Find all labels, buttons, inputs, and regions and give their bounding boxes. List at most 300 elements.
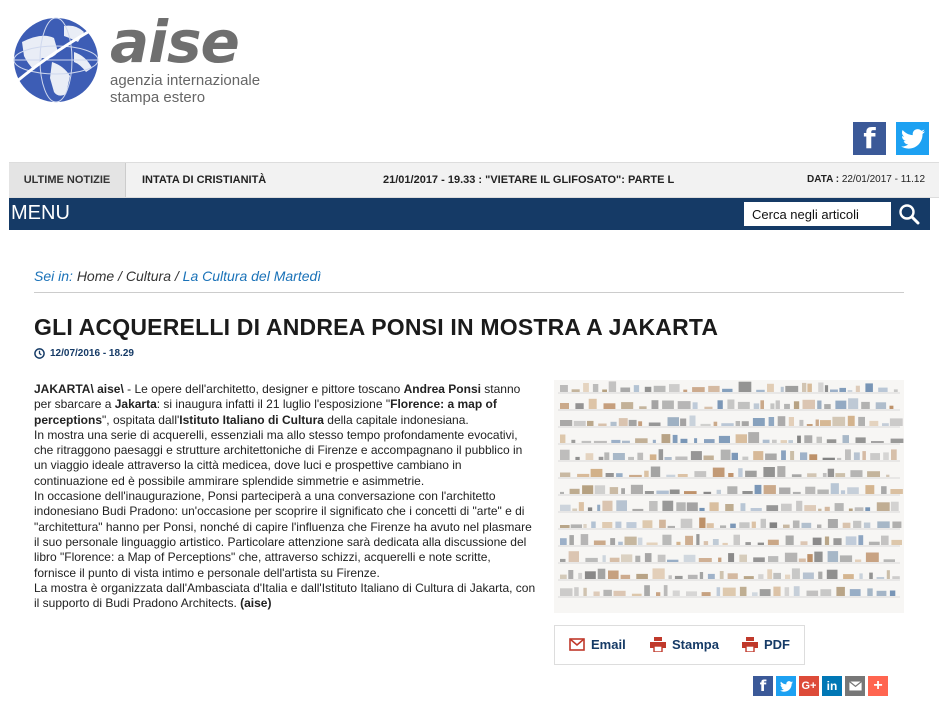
menu-toggle[interactable]: MENU (11, 202, 70, 224)
date-value: 22/01/2017 - 11.12 (841, 174, 926, 185)
sketch-stroke (638, 421, 642, 426)
sketch-stroke (856, 386, 860, 392)
sketch-stroke (611, 440, 620, 443)
sketch-stroke (767, 384, 774, 392)
sketch-stroke (890, 591, 895, 597)
sketch-stroke (704, 439, 715, 443)
sketch-stroke (890, 489, 903, 494)
sketch-stroke (611, 422, 617, 426)
sketch-stroke (578, 573, 582, 579)
facebook-icon[interactable]: f (853, 122, 886, 155)
ticker-item[interactable]: INTATA DI CRISTIANITÀ (142, 174, 267, 186)
breadcrumb-separator: / (114, 268, 126, 284)
sketch-stroke (835, 473, 845, 477)
sketch-stroke (560, 525, 570, 528)
sketch-stroke (748, 432, 759, 443)
sketch-stroke (817, 401, 821, 410)
sketch-stroke (890, 406, 894, 409)
sketch-stroke (740, 587, 747, 596)
sketch-stroke (560, 420, 572, 426)
sketch-stroke (770, 403, 774, 409)
sketch-stroke (848, 416, 855, 426)
sketch-stroke (769, 417, 775, 426)
sketch-stroke (768, 556, 778, 562)
sketch-stroke (615, 522, 621, 528)
sketch-stroke (610, 487, 618, 494)
breadcrumb-subsection[interactable]: La Cultura del Martedì (182, 268, 322, 284)
dateline: JAKARTA\ aise\ (34, 382, 124, 396)
sketch-stroke (804, 435, 812, 443)
sketch-stroke (692, 387, 705, 392)
sketch-stroke (799, 559, 806, 563)
sketch-stroke (818, 383, 823, 393)
sketch-stroke (809, 454, 817, 460)
text-run: La mostra è organizzata dall'Ambasciata d'Italia e dall'Istituto Italiano di Cultura di Jakarta, con il supporto di Budi Pradono Architects. (34, 580, 536, 611)
sketch-stroke (635, 556, 640, 562)
sketch-stroke (635, 438, 648, 443)
sketch-stroke (845, 449, 851, 460)
sketch-stroke (728, 553, 734, 562)
sketch-stroke (894, 389, 898, 392)
logo-wordmark: aise (110, 8, 239, 76)
sketch-stroke (610, 558, 620, 562)
sketch-stroke (639, 406, 646, 409)
sketch-stroke (739, 522, 749, 528)
sketch-stroke (659, 449, 664, 460)
sketch-stroke (680, 419, 686, 427)
sketch-stroke (722, 389, 732, 392)
sketch-stroke (667, 560, 678, 562)
sketch-stroke (643, 520, 653, 528)
globe-icon (12, 12, 104, 108)
text-bold: Andrea Ponsi (403, 382, 481, 396)
sketch-stroke (790, 451, 794, 460)
sketch-stroke (773, 573, 781, 579)
sketch-stroke (632, 594, 642, 596)
sketch-stroke (776, 400, 780, 409)
sketch-stroke (721, 450, 731, 460)
pdf-label: PDF (764, 637, 790, 652)
sketch-stroke (718, 400, 723, 409)
sketch-stroke (778, 416, 786, 426)
sketch-stroke (836, 587, 845, 596)
sketch-stroke (739, 382, 752, 392)
text-run: : si inaugura infatti il 21 luglio l'esposizione " (156, 397, 391, 412)
sketch-stroke (707, 523, 714, 528)
sketch-stroke (751, 508, 762, 511)
sketch-stroke (884, 559, 895, 562)
sketch-stroke (720, 571, 724, 579)
sketch-stroke (684, 491, 697, 494)
text-run: stanno per sbarcare a (34, 382, 521, 412)
sketch-stroke (828, 519, 838, 528)
sketch-stroke (858, 417, 865, 426)
sketch-stroke (666, 475, 675, 477)
sketch-stroke (794, 401, 799, 409)
sketch-stroke (708, 574, 715, 579)
sketch-stroke (794, 586, 800, 596)
sketch-stroke (758, 574, 763, 579)
sketch-stroke (577, 474, 589, 477)
more-icon[interactable]: + (868, 676, 888, 696)
sketch-stroke (861, 402, 870, 409)
sketch-stroke (817, 525, 821, 529)
sketch-stroke (619, 418, 628, 426)
sketch-stroke (818, 572, 822, 579)
sketch-stroke (602, 390, 607, 393)
sketch-stroke (763, 467, 775, 477)
breadcrumb-home[interactable]: Home (76, 268, 115, 284)
sketch-stroke (881, 536, 889, 545)
sketch-stroke (869, 542, 880, 545)
sketch-stroke (772, 440, 777, 443)
sketch-stroke (835, 401, 846, 409)
sketch-stroke (820, 420, 831, 426)
sketch-stroke (656, 592, 660, 596)
sketch-stroke (620, 388, 630, 393)
sketch-stroke (781, 504, 792, 511)
email-button[interactable] (569, 637, 626, 652)
sketch-stroke (781, 450, 786, 460)
article-title: GLI ACQUERELLI DI ANDREA PONSI IN MOSTRA A JAKARTA (34, 314, 719, 340)
sketch-stroke (690, 416, 696, 427)
sketch-stroke (634, 385, 639, 392)
sketch-stroke (694, 438, 697, 443)
sketch-stroke (606, 473, 614, 477)
sketch-stroke (869, 421, 878, 426)
sketch-stroke (756, 390, 765, 392)
sketch-stroke (560, 473, 570, 478)
sketch-stroke (626, 522, 636, 528)
article-card (19, 238, 919, 711)
sketch-stroke (602, 522, 612, 528)
sketch-stroke (840, 555, 852, 562)
sketch-stroke (659, 520, 666, 528)
sketch-stroke (593, 384, 598, 392)
sketch-stroke (843, 435, 850, 443)
sketch-stroke (807, 554, 812, 562)
sketch-stroke (843, 574, 854, 579)
sketch-stroke (728, 573, 738, 579)
sketch-stroke (867, 471, 880, 477)
sketch-stroke (802, 383, 806, 392)
google-plus-icon[interactable]: G+ (799, 676, 819, 696)
sketch-stroke (742, 421, 749, 426)
sketch-stroke (693, 402, 698, 409)
sketch-stroke (847, 487, 859, 494)
sketch-stroke (784, 404, 790, 409)
site-logo[interactable] (12, 10, 272, 110)
sketch-stroke (736, 434, 747, 443)
signoff: (aise) (240, 596, 272, 611)
sketch-stroke (618, 542, 623, 545)
sketch-stroke (846, 536, 857, 545)
sketch-stroke (586, 453, 594, 460)
sketch-stroke (876, 402, 886, 409)
facebook-icon[interactable]: f (753, 676, 773, 696)
sketch-stroke (752, 592, 758, 596)
sketch-stroke (681, 519, 693, 528)
sketch-stroke (699, 508, 704, 511)
sketch-stroke (807, 384, 812, 392)
sketch-stroke (675, 576, 683, 579)
sketch-stroke (587, 421, 594, 426)
article-image[interactable] (554, 380, 904, 613)
sketch-stroke (849, 509, 853, 512)
date-label: DATA : (807, 174, 840, 185)
sketch-stroke (891, 502, 899, 511)
article-meta (34, 348, 134, 359)
sketch-stroke (865, 383, 873, 392)
sketch-stroke (574, 587, 579, 596)
sketch-stroke (781, 440, 787, 443)
sketch-stroke (597, 505, 600, 511)
sketch-stroke (841, 490, 845, 494)
sketch-stroke (730, 524, 736, 528)
sketch-stroke (637, 453, 643, 460)
sketch-stroke (720, 525, 726, 528)
sketch-stroke (608, 571, 619, 580)
sketch-stroke (859, 573, 862, 579)
sketch-stroke (653, 568, 665, 579)
sketch-stroke (621, 402, 633, 409)
sketch-stroke (877, 521, 889, 528)
sketch-stroke (760, 400, 764, 409)
sketch-stroke (582, 441, 592, 443)
sketch-stroke (582, 485, 593, 494)
printer-icon (650, 637, 666, 652)
sketch-stroke (777, 466, 785, 477)
sketch-stroke (877, 502, 890, 511)
sketch-stroke (668, 417, 680, 426)
sketch-stroke (799, 420, 803, 426)
sketch-stroke (727, 486, 737, 494)
sketch-stroke (817, 437, 823, 443)
sketch-stroke (827, 439, 837, 443)
sketch-stroke (579, 502, 584, 511)
sketch-stroke (595, 485, 605, 494)
sketch-stroke (781, 387, 784, 392)
sketch-stroke (858, 535, 863, 545)
sketch-stroke (560, 450, 570, 460)
sketch-stroke (673, 591, 680, 597)
sketch-stroke (575, 403, 583, 409)
sketch-stroke (681, 439, 688, 443)
sketch-stroke (824, 404, 831, 409)
sketch-stroke (574, 421, 586, 426)
share-bar (753, 676, 888, 696)
sketch-stroke (807, 591, 819, 596)
sketch-stroke (856, 437, 866, 443)
twitter-icon[interactable] (896, 122, 929, 155)
sketch-stroke (823, 473, 827, 477)
sketch-stroke (855, 560, 861, 563)
sketch-stroke (717, 587, 721, 596)
sketch-stroke (614, 591, 626, 596)
sketch-stroke (713, 539, 719, 545)
sketch-stroke (610, 538, 615, 545)
sketch-stroke (632, 509, 643, 511)
sketch-stroke (662, 535, 671, 545)
sketch-stroke (738, 402, 750, 409)
sketch-stroke (723, 543, 728, 545)
sketch-stroke (882, 423, 889, 426)
sketch-stroke (866, 553, 879, 563)
sketch-stroke (804, 505, 816, 511)
sketch-stroke (628, 457, 634, 460)
pdf-button[interactable] (742, 637, 790, 652)
sketch-stroke (891, 439, 904, 443)
sketch-stroke (616, 473, 623, 477)
search-input[interactable] (744, 202, 891, 226)
text-bold: Florence: a map of perceptions (34, 397, 497, 427)
sketch-stroke (658, 555, 666, 562)
sketch-stroke (560, 435, 565, 444)
sketch-stroke (594, 441, 607, 443)
sketch-stroke (827, 570, 838, 579)
sketch-stroke (686, 591, 697, 596)
sketch-stroke (891, 540, 902, 545)
sketch-stroke (783, 525, 790, 528)
sketch-stroke (603, 555, 606, 562)
sketch-stroke (598, 569, 606, 579)
sketch-stroke (848, 390, 853, 392)
sketch-stroke (654, 386, 666, 392)
sketch-stroke (684, 555, 696, 562)
sketch-stroke (670, 490, 680, 495)
sketch-stroke (704, 541, 708, 545)
sketch-stroke (805, 487, 815, 494)
article-paragraph: In mostra una serie di acquerelli, essenziali ma allo stesso tempo profondamente evocativi, che ritraggono paesaggi e strutture architettoniche di Firenze e accompagnano il pubblico in un viaggio ideale attraverso la città medicea, dove luci e prospettive cambiano in continuazione ed è possibile ammirare splendide simmetrie e asimmetrie. (34, 427, 523, 488)
sketch-stroke (883, 452, 889, 460)
sketch-stroke (853, 521, 861, 528)
sketch-stroke (714, 422, 718, 426)
text-run: della capitale indonesiana. (323, 412, 469, 427)
text-bold: Jakarta (114, 397, 157, 412)
sketch-stroke (604, 452, 609, 460)
sketch-stroke (704, 407, 712, 409)
sketch-stroke (585, 558, 597, 562)
twitter-icon[interactable] (776, 676, 796, 696)
sketch-stroke (704, 456, 714, 461)
sketch-stroke (662, 401, 674, 410)
breadcrumb-prefix: Sei in: (34, 268, 73, 284)
sketch-stroke (825, 507, 830, 511)
main-navbar (9, 198, 930, 230)
ticker-item[interactable]: 21/01/2017 - 19.33 : "VIETARE IL GLIFOSATO": PARTE L (383, 174, 675, 186)
sketch-stroke (699, 558, 712, 562)
sketch-stroke (560, 492, 564, 494)
sketch-stroke (676, 502, 685, 511)
sketch-stroke (719, 436, 730, 443)
logo-tagline: agenzia internazionale (110, 72, 261, 89)
sketch-stroke (708, 386, 719, 392)
text-run: ", ospitata dall' (102, 412, 180, 427)
sketch-stroke (560, 575, 567, 579)
sketch-stroke (745, 542, 751, 545)
sketch-stroke (613, 453, 625, 460)
sketch-stroke (669, 384, 680, 392)
sketch-stroke (604, 403, 616, 409)
email-icon[interactable] (845, 676, 865, 696)
sketch-stroke (683, 390, 687, 392)
sketch-stroke (779, 488, 790, 495)
sketch-stroke (602, 501, 612, 511)
sketch-stroke (676, 542, 680, 545)
sketch-stroke (773, 587, 780, 596)
sketch-stroke (820, 589, 831, 596)
sketch-stroke (753, 418, 765, 426)
sketch-stroke (653, 440, 656, 443)
sketch-stroke (793, 521, 800, 529)
sketch-stroke (560, 559, 566, 562)
sketch-stroke (649, 423, 661, 427)
sketch-stroke (830, 390, 838, 393)
sketch-stroke (581, 534, 589, 545)
sketch-stroke (825, 385, 828, 392)
sketch-stroke (850, 589, 861, 596)
clock-icon (34, 348, 45, 359)
sketch-stroke (745, 471, 757, 477)
sketch-stroke (848, 398, 858, 409)
sketch-stroke (870, 453, 880, 460)
sketch-stroke (603, 590, 612, 596)
envelope-icon (569, 638, 585, 651)
sketch-stroke (754, 403, 760, 409)
sketch-stroke (833, 538, 841, 545)
sketch-stroke (662, 434, 671, 443)
sketch-stroke (864, 523, 870, 529)
sketch-stroke (796, 501, 802, 511)
sketch-stroke (865, 507, 870, 511)
sketch-stroke (651, 467, 660, 478)
sketch-stroke (583, 524, 586, 528)
sketch-stroke (585, 571, 596, 579)
sketch-stroke (831, 483, 839, 494)
sketch-stroke (755, 485, 762, 494)
sketch-stroke (621, 554, 632, 562)
article-datetime: 12/07/2016 - 18.29 (50, 348, 134, 359)
sketch-stroke (814, 552, 822, 562)
sketch-stroke (649, 501, 658, 511)
sketch-stroke (832, 417, 845, 426)
sketch-stroke (785, 587, 790, 596)
sketch-stroke (855, 507, 864, 511)
news-ticker (9, 162, 939, 198)
sketch-stroke (801, 541, 808, 545)
ticker-label: ULTIME NOTIZIE (9, 163, 126, 197)
search-icon[interactable] (898, 203, 920, 225)
sketch-stroke (721, 423, 733, 426)
sketch-stroke (867, 588, 872, 596)
breadcrumb-section[interactable]: Cultura (125, 268, 171, 284)
sketch-stroke (650, 454, 657, 460)
print-button[interactable] (650, 637, 719, 652)
sketch-stroke (725, 504, 733, 511)
sketch-stroke (687, 502, 698, 511)
sketch-stroke (843, 523, 851, 528)
sketch-stroke (871, 441, 884, 443)
sketch-stroke (704, 492, 712, 494)
sketch-stroke (887, 570, 890, 579)
printer-icon (742, 637, 758, 652)
sketch-stroke (877, 577, 885, 579)
sketch-stroke (685, 536, 693, 545)
linkedin-icon[interactable]: in (822, 676, 842, 696)
sketch-stroke (638, 538, 643, 545)
sketch-stroke (571, 440, 575, 443)
sketch-stroke (732, 453, 738, 460)
